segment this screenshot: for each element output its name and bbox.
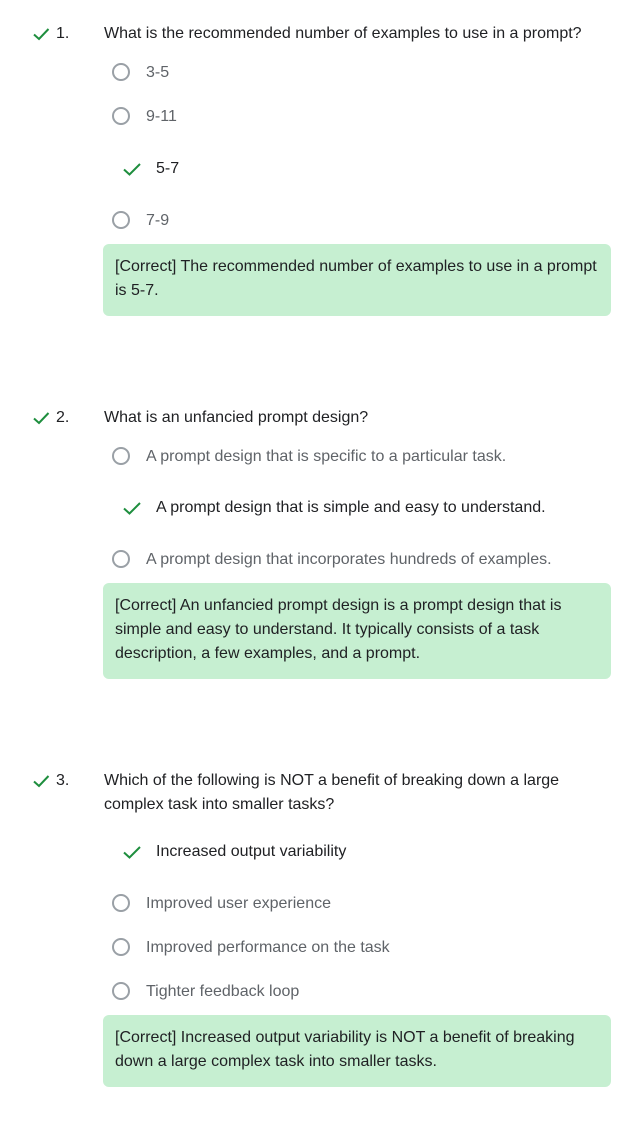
answer-option[interactable]	[112, 446, 612, 470]
feedback-box: [Correct] An unfancied prompt design is a prompt design that is simple and easy to understand. It typically consists of a task description, a few examples, and a prompt.	[103, 583, 611, 679]
option-label: A prompt design that incorporates hundreds of examples.	[146, 551, 552, 568]
option-label: Improved user experience	[146, 895, 331, 912]
option-label: A prompt design that is simple and easy to understand.	[156, 499, 546, 516]
radio-button[interactable]	[112, 982, 130, 1000]
selected-check-icon	[122, 843, 142, 861]
answer-option-selected[interactable]	[112, 497, 612, 521]
option-label: 3-5	[146, 64, 170, 81]
selected-check-icon	[122, 499, 142, 517]
answer-option[interactable]	[112, 937, 612, 961]
answer-option-selected[interactable]	[112, 841, 612, 865]
answer-option-selected[interactable]	[112, 158, 612, 182]
radio-button[interactable]	[112, 211, 130, 229]
radio-button[interactable]	[112, 550, 130, 568]
option-label: 9-11	[146, 108, 177, 125]
radio-button[interactable]	[112, 107, 130, 125]
option-label: 7-9	[146, 212, 170, 229]
answer-option[interactable]	[112, 62, 612, 86]
question-text: What is an unfancied prompt design?	[104, 409, 369, 426]
answer-option[interactable]	[112, 549, 612, 573]
question-text: What is the recommended number of examples to use in a prompt?	[104, 25, 582, 42]
answer-option[interactable]	[112, 893, 612, 917]
answer-option[interactable]	[112, 106, 612, 130]
feedback-box: [Correct] Increased output variability is NOT a benefit of breaking down a large complex task into smaller tasks.	[103, 1015, 611, 1087]
radio-button[interactable]	[112, 63, 130, 81]
radio-button[interactable]	[112, 447, 130, 465]
option-label: Improved performance on the task	[146, 939, 390, 956]
question-number: 2.	[56, 409, 70, 426]
correct-check-icon	[32, 409, 50, 427]
option-label: A prompt design that is specific to a particular task.	[146, 448, 507, 465]
radio-button[interactable]	[112, 938, 130, 956]
option-label: Increased output variability	[156, 843, 347, 860]
question-number: 3.	[56, 772, 70, 789]
answer-option[interactable]	[112, 981, 612, 1005]
answer-option[interactable]	[112, 210, 612, 234]
question-text: Which of the following is NOT a benefit of breaking down a large complex task into smaller tasks?	[104, 772, 560, 813]
question-number: 1.	[56, 25, 70, 42]
option-label: 5-7	[156, 160, 180, 177]
radio-button[interactable]	[112, 894, 130, 912]
selected-check-icon	[122, 160, 142, 178]
correct-check-icon	[32, 25, 50, 43]
option-label: Tighter feedback loop	[146, 983, 300, 1000]
correct-check-icon	[32, 772, 50, 790]
feedback-box: [Correct] The recommended number of examples to use in a prompt is 5-7.	[103, 244, 611, 316]
